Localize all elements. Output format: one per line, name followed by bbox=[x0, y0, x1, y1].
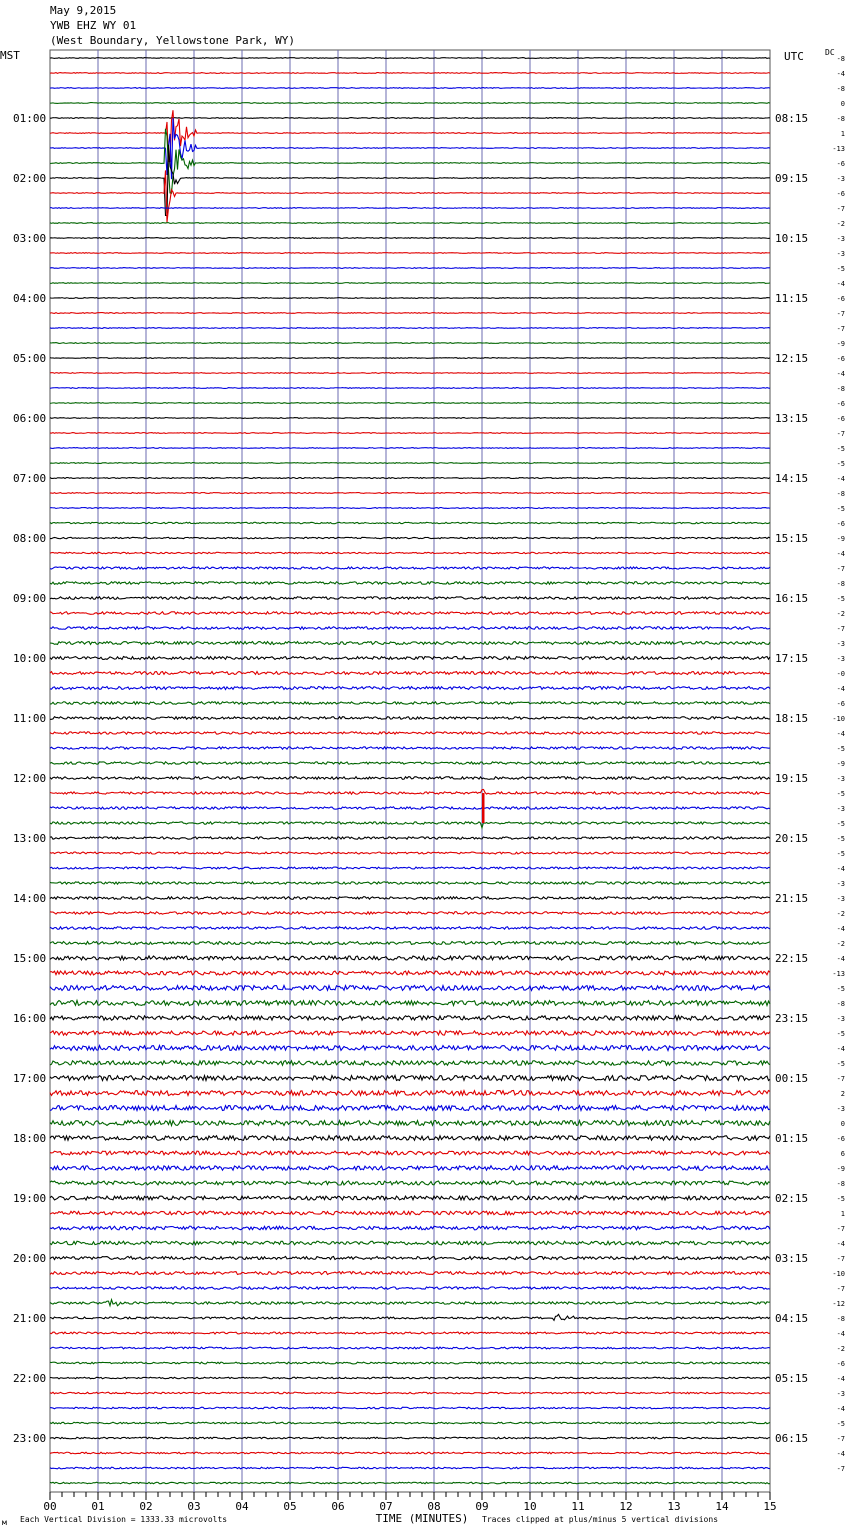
trace-offset-label: -8 bbox=[836, 85, 845, 93]
trace-line bbox=[50, 747, 770, 749]
trace-line bbox=[50, 118, 770, 119]
trace-offset-label: -4 bbox=[836, 1375, 845, 1383]
trace-offset-label: -2 bbox=[836, 220, 845, 228]
trace-offset-label: -8 bbox=[836, 1180, 845, 1188]
left-hour-label: 17:00 bbox=[13, 1072, 47, 1085]
trace-offset-label: -3 bbox=[836, 250, 845, 258]
trace-offset-label: -0 bbox=[836, 670, 845, 678]
left-hour-label: 06:00 bbox=[13, 412, 47, 425]
x-tick-label: 13 bbox=[667, 1500, 681, 1513]
trace-offset-label: -7 bbox=[836, 1255, 845, 1263]
trace-offset-label: -6 bbox=[836, 415, 845, 423]
trace-offset-label: 0 bbox=[840, 1120, 845, 1128]
trace-offset-label: -3 bbox=[836, 895, 845, 903]
trace-offset-label: -3 bbox=[836, 1105, 845, 1113]
trace-line bbox=[50, 732, 770, 734]
trace-line bbox=[50, 1392, 770, 1394]
left-hour-label: 05:00 bbox=[13, 352, 47, 365]
trace-offset-label: -9 bbox=[836, 760, 845, 768]
trace-offset-label: -3 bbox=[836, 880, 845, 888]
trace-offset-label: -4 bbox=[836, 550, 845, 558]
trace-offset-label: -7 bbox=[836, 565, 845, 573]
trace-offset-label: -4 bbox=[836, 685, 845, 693]
trace-line bbox=[50, 1362, 770, 1364]
trace-line bbox=[50, 103, 770, 104]
trace-line bbox=[50, 1061, 770, 1066]
trace-offset-label: -6 bbox=[836, 400, 845, 408]
trace-offset-label: -8 bbox=[836, 115, 845, 123]
left-timezone-label: MST bbox=[0, 49, 20, 62]
trace-line bbox=[50, 522, 770, 523]
trace-line bbox=[50, 642, 770, 645]
trace-line bbox=[50, 597, 770, 600]
trace-offset-label: -3 bbox=[836, 655, 845, 663]
right-hour-label: 08:15 bbox=[775, 112, 809, 125]
trace-line bbox=[50, 253, 770, 254]
trace-offset-label: -4 bbox=[836, 70, 845, 78]
trace-line bbox=[50, 702, 770, 705]
trace-offset-label: -6 bbox=[836, 160, 845, 168]
trace-line bbox=[50, 493, 770, 494]
trace-line bbox=[50, 852, 770, 854]
trace-line bbox=[50, 1181, 770, 1185]
trace-line bbox=[50, 1151, 770, 1155]
trace-line bbox=[50, 268, 770, 269]
trace-offset-label: -6 bbox=[836, 295, 845, 303]
plot-frame bbox=[50, 50, 770, 1492]
x-tick-label: 02 bbox=[139, 1500, 153, 1513]
trace-offset-label: -13 bbox=[832, 970, 845, 978]
trace-offset-label: -6 bbox=[836, 190, 845, 198]
right-hour-label: 16:15 bbox=[775, 592, 809, 605]
trace-line bbox=[50, 403, 770, 404]
trace-line bbox=[50, 986, 770, 991]
trace-line bbox=[50, 1196, 770, 1200]
left-hour-label: 20:00 bbox=[13, 1252, 47, 1265]
trace-offset-label: -13 bbox=[832, 145, 845, 153]
x-tick-label: 08 bbox=[427, 1500, 441, 1513]
trace-offset-label: -5 bbox=[836, 595, 845, 603]
x-tick-label: 06 bbox=[331, 1500, 345, 1513]
trace-offset-label: -6 bbox=[836, 355, 845, 363]
left-hour-label: 11:00 bbox=[13, 712, 47, 725]
trace-offset-label: -9 bbox=[836, 340, 845, 348]
trace-offset-label: -7 bbox=[836, 430, 845, 438]
right-hour-label: 13:15 bbox=[775, 412, 809, 425]
trace-line bbox=[50, 1256, 770, 1259]
trace-offset-label: 2 bbox=[840, 1090, 845, 1098]
left-hour-label: 01:00 bbox=[13, 112, 47, 125]
trace-offset-label: -7 bbox=[836, 1285, 845, 1293]
left-hour-label: 13:00 bbox=[13, 832, 47, 845]
trace-line bbox=[50, 283, 770, 284]
trace-line bbox=[50, 478, 770, 479]
trace-line bbox=[50, 717, 770, 720]
trace-line bbox=[50, 789, 770, 794]
trace-offset-label: -4 bbox=[836, 475, 845, 483]
trace-line bbox=[50, 1452, 770, 1454]
trace-line bbox=[50, 882, 770, 884]
trace-line bbox=[50, 867, 770, 869]
trace-line bbox=[50, 822, 770, 828]
trace-line bbox=[50, 145, 770, 216]
x-tick-label: 00 bbox=[43, 1500, 57, 1513]
x-tick-label: 12 bbox=[619, 1500, 633, 1513]
trace-offset-label: -4 bbox=[836, 1405, 845, 1413]
trace-line bbox=[50, 1211, 770, 1215]
trace-line bbox=[50, 73, 770, 74]
trace-line bbox=[50, 672, 770, 675]
station-label: YWB EHZ WY 01 bbox=[50, 19, 137, 32]
right-hour-label: 00:15 bbox=[775, 1072, 809, 1085]
trace-offset-label: -8 bbox=[836, 385, 845, 393]
trace-line bbox=[50, 208, 770, 209]
trace-line bbox=[50, 343, 770, 344]
trace-offset-label: -5 bbox=[836, 1420, 845, 1428]
trace-line bbox=[50, 1136, 770, 1141]
trace-offset-label: -3 bbox=[836, 235, 845, 243]
trace-offset-label: -2 bbox=[836, 610, 845, 618]
trace-line bbox=[50, 1377, 770, 1379]
trace-offset-label: -2 bbox=[836, 1345, 845, 1353]
x-tick-label: 07 bbox=[379, 1500, 393, 1513]
trace-line bbox=[50, 627, 770, 630]
trace-offset-label: -8 bbox=[836, 580, 845, 588]
right-hour-label: 20:15 bbox=[775, 832, 809, 845]
trace-offset-label: -5 bbox=[836, 445, 845, 453]
trace-line bbox=[50, 1314, 770, 1320]
trace-line bbox=[50, 388, 770, 389]
trace-offset-label: -2 bbox=[836, 910, 845, 918]
trace-line bbox=[50, 1332, 770, 1334]
trace-offset-label: 6 bbox=[840, 1150, 845, 1158]
right-hour-label: 02:15 bbox=[775, 1192, 809, 1205]
trace-offset-label: -4 bbox=[836, 865, 845, 873]
trace-line bbox=[50, 88, 770, 89]
trace-offset-label: -4 bbox=[836, 1045, 845, 1053]
trace-offset-label: -7 bbox=[836, 1435, 845, 1443]
trace-line bbox=[50, 552, 770, 553]
left-hour-label: 18:00 bbox=[13, 1132, 47, 1145]
x-tick-label: 14 bbox=[715, 1500, 729, 1513]
trace-offset-label: -10 bbox=[832, 715, 845, 723]
trace-offset-label: -6 bbox=[836, 520, 845, 528]
trace-line bbox=[50, 358, 770, 359]
trace-offset-label: -4 bbox=[836, 370, 845, 378]
trace-offset-label: -5 bbox=[836, 850, 845, 858]
right-hour-label: 06:15 bbox=[775, 1432, 809, 1445]
trace-line bbox=[50, 418, 770, 419]
trace-offset-label: -5 bbox=[836, 745, 845, 753]
x-tick-label: 04 bbox=[235, 1500, 249, 1513]
trace-offset-label: -4 bbox=[836, 1240, 845, 1248]
trace-line bbox=[50, 448, 770, 449]
trace-line bbox=[50, 762, 770, 764]
trace-offset-label: -3 bbox=[836, 175, 845, 183]
right-timezone-label: UTC bbox=[784, 50, 804, 63]
trace-line bbox=[50, 687, 770, 690]
left-hour-label: 10:00 bbox=[13, 652, 47, 665]
trace-offset-label: -5 bbox=[836, 985, 845, 993]
trace-line bbox=[50, 927, 770, 930]
date-label: May 9,2015 bbox=[50, 4, 117, 17]
trace-offset-label: -8 bbox=[836, 1315, 845, 1323]
trace-line bbox=[50, 1272, 770, 1275]
x-tick-label: 05 bbox=[283, 1500, 297, 1513]
trace-line bbox=[50, 582, 770, 585]
left-hour-label: 19:00 bbox=[13, 1192, 47, 1205]
trace-line bbox=[50, 657, 770, 660]
left-hour-label: 04:00 bbox=[13, 292, 47, 305]
trace-offset-label: -5 bbox=[836, 835, 845, 843]
trace-offset-label: -7 bbox=[836, 1225, 845, 1233]
trace-offset-label: -4 bbox=[836, 955, 845, 963]
right-hour-label: 01:15 bbox=[775, 1132, 809, 1145]
left-hour-label: 12:00 bbox=[13, 772, 47, 785]
trace-offset-label: -7 bbox=[836, 310, 845, 318]
trace-offset-label: -5 bbox=[836, 1060, 845, 1068]
trace-offset-label: 1 bbox=[840, 1210, 845, 1218]
trace-line bbox=[50, 912, 770, 915]
trace-offset-label: -8 bbox=[836, 55, 845, 63]
right-hour-label: 21:15 bbox=[775, 892, 809, 905]
right-hour-label: 11:15 bbox=[775, 292, 809, 305]
left-hour-label: 14:00 bbox=[13, 892, 47, 905]
trace-line bbox=[50, 837, 770, 839]
trace-line bbox=[50, 1121, 770, 1126]
location-label: (West Boundary, Yellowstone Park, WY) bbox=[50, 34, 296, 47]
trace-line bbox=[50, 1046, 770, 1051]
trace-offset-label: -8 bbox=[836, 490, 845, 498]
trace-offset-label: -6 bbox=[836, 700, 845, 708]
right-hour-label: 10:15 bbox=[775, 232, 809, 245]
x-tick-label: 15 bbox=[763, 1500, 777, 1513]
trace-line bbox=[50, 463, 770, 464]
left-hour-label: 23:00 bbox=[13, 1432, 47, 1445]
trace-offset-label: -5 bbox=[836, 505, 845, 513]
trace-line bbox=[50, 1482, 770, 1484]
trace-offset-label: -5 bbox=[836, 460, 845, 468]
trace-offset-label: -3 bbox=[836, 775, 845, 783]
trace-line bbox=[50, 373, 770, 374]
trace-line bbox=[50, 129, 770, 193]
trace-line bbox=[50, 1001, 770, 1006]
right-hour-label: 12:15 bbox=[775, 352, 809, 365]
trace-offset-label: -9 bbox=[836, 535, 845, 543]
right-hour-label: 18:15 bbox=[775, 712, 809, 725]
right-hour-label: 04:15 bbox=[775, 1312, 809, 1325]
trace-line bbox=[50, 956, 770, 960]
trace-line bbox=[50, 1091, 770, 1096]
trace-line bbox=[50, 298, 770, 299]
left-hour-label: 02:00 bbox=[13, 172, 47, 185]
trace-offset-label: -5 bbox=[836, 790, 845, 798]
x-axis-label: TIME (MINUTES) bbox=[375, 1512, 469, 1525]
trace-offset-label: -7 bbox=[836, 205, 845, 213]
trace-offset-label: -10 bbox=[832, 1270, 845, 1278]
trace-line bbox=[50, 1437, 770, 1439]
trace-line bbox=[50, 313, 770, 314]
trace-offset-label: -5 bbox=[836, 265, 845, 273]
trace-offset-label: 1 bbox=[840, 130, 845, 138]
trace-offset-label: -4 bbox=[836, 730, 845, 738]
trace-line bbox=[50, 897, 770, 900]
trace-line bbox=[50, 508, 770, 509]
trace-line bbox=[50, 942, 770, 945]
left-hour-label: 21:00 bbox=[13, 1312, 47, 1325]
trace-line bbox=[50, 1016, 770, 1020]
trace-line bbox=[50, 1347, 770, 1349]
trace-line bbox=[50, 1226, 770, 1230]
x-tick-label: 01 bbox=[91, 1500, 105, 1513]
dc-label: DC bbox=[825, 48, 835, 57]
trace-line bbox=[50, 58, 770, 59]
trace-line bbox=[50, 537, 770, 538]
trace-offset-label: -6 bbox=[836, 1135, 845, 1143]
left-hour-label: 03:00 bbox=[13, 232, 47, 245]
x-tick-label: 10 bbox=[523, 1500, 537, 1513]
right-hour-label: 19:15 bbox=[775, 772, 809, 785]
left-hour-label: 08:00 bbox=[13, 532, 47, 545]
trace-offset-label: -4 bbox=[836, 1330, 845, 1338]
trace-offset-label: -3 bbox=[836, 640, 845, 648]
trace-line bbox=[50, 433, 770, 434]
trace-line bbox=[50, 1031, 770, 1035]
trace-line bbox=[50, 777, 770, 780]
trace-offset-label: -5 bbox=[836, 820, 845, 828]
trace-line bbox=[50, 1407, 770, 1409]
trace-line bbox=[50, 1300, 770, 1306]
trace-offset-label: -9 bbox=[836, 1165, 845, 1173]
trace-offset-label: -7 bbox=[836, 625, 845, 633]
trace-offset-label: -3 bbox=[836, 1390, 845, 1398]
trace-offset-label: -7 bbox=[836, 1075, 845, 1083]
event-spike bbox=[482, 793, 485, 823]
trace-offset-label: -8 bbox=[836, 1000, 845, 1008]
left-hour-label: 16:00 bbox=[13, 1012, 47, 1025]
trace-offset-label: 0 bbox=[840, 100, 845, 108]
left-hour-label: 09:00 bbox=[13, 592, 47, 605]
trace-line bbox=[50, 807, 770, 809]
right-hour-label: 09:15 bbox=[775, 172, 809, 185]
trace-offset-label: -4 bbox=[836, 925, 845, 933]
trace-line bbox=[50, 1106, 770, 1111]
trace-line bbox=[50, 1287, 770, 1289]
trace-offset-label: -3 bbox=[836, 1015, 845, 1023]
x-tick-label: 09 bbox=[475, 1500, 489, 1513]
trace-line bbox=[50, 612, 770, 615]
trace-offset-label: -4 bbox=[836, 1450, 845, 1458]
trace-offset-label: -5 bbox=[836, 1195, 845, 1203]
trace-offset-label: -5 bbox=[836, 1030, 845, 1038]
trace-offset-label: -7 bbox=[836, 1465, 845, 1473]
right-hour-label: 15:15 bbox=[775, 532, 809, 545]
x-tick-label: 03 bbox=[187, 1500, 201, 1513]
left-hour-label: 15:00 bbox=[13, 952, 47, 965]
right-hour-label: 22:15 bbox=[775, 952, 809, 965]
left-hour-label: 22:00 bbox=[13, 1372, 47, 1385]
trace-line bbox=[50, 238, 770, 239]
trace-line bbox=[50, 328, 770, 329]
trace-offset-label: -6 bbox=[836, 1360, 845, 1368]
right-hour-label: 05:15 bbox=[775, 1372, 809, 1385]
trace-line bbox=[50, 1467, 770, 1469]
right-hour-label: 03:15 bbox=[775, 1252, 809, 1265]
trace-line bbox=[50, 1422, 770, 1424]
clip-note: Traces clipped at plus/minus 5 vertical divisions bbox=[482, 1515, 719, 1524]
trace-offset-label: -7 bbox=[836, 325, 845, 333]
trace-line bbox=[50, 971, 770, 975]
trace-line bbox=[50, 1076, 770, 1081]
right-hour-label: 23:15 bbox=[775, 1012, 809, 1025]
trace-offset-label: -4 bbox=[836, 280, 845, 288]
right-hour-label: 14:15 bbox=[775, 472, 809, 485]
footer-left-mark: м bbox=[2, 1518, 7, 1527]
scale-note: Each Vertical Division = 1333.33 microvolts bbox=[20, 1515, 228, 1524]
trace-line bbox=[50, 223, 770, 224]
trace-line bbox=[50, 567, 770, 569]
x-tick-label: 11 bbox=[571, 1500, 585, 1513]
trace-line bbox=[50, 1166, 770, 1170]
trace-line bbox=[50, 1241, 770, 1245]
trace-offset-label: -3 bbox=[836, 805, 845, 813]
trace-line bbox=[50, 118, 770, 179]
trace-offset-label: -12 bbox=[832, 1300, 845, 1308]
left-hour-label: 07:00 bbox=[13, 472, 47, 485]
right-hour-label: 17:15 bbox=[775, 652, 809, 665]
trace-offset-label: -2 bbox=[836, 940, 845, 948]
